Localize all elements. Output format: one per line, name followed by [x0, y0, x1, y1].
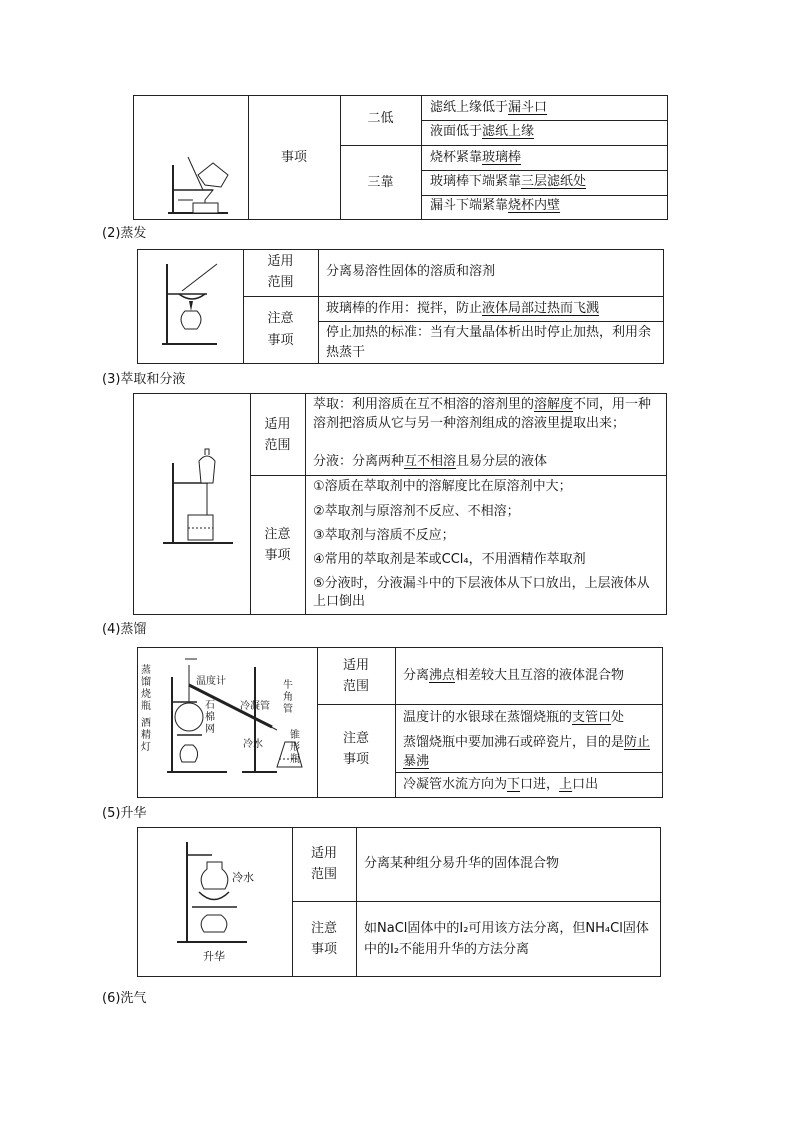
sublimation-note-label: 注意 事项: [310, 921, 337, 957]
filtration-group-three-touch: 三靠: [367, 175, 394, 190]
distillation-note-2: 蒸馏烧瓶中要加沸石或碎瓷片，目的是防止暴沸: [403, 735, 651, 769]
evaporation-note-2: 停止加热的标准：当有大量晶体析出时停止加热，利用余热蒸干: [326, 325, 652, 360]
section-heading-gas-washing: (6)洗气: [102, 991, 147, 1006]
extraction-figure: [133, 393, 250, 615]
section-heading-extraction: (3)萃取和分液: [102, 372, 186, 387]
extraction-note: ④常用的萃取剂是苯或CCl₄，不用酒精作萃取剂: [313, 552, 586, 567]
extraction-note: ③萃取剂与溶质不反应；: [313, 528, 455, 543]
filtration-row-label: 事项: [280, 150, 307, 165]
filtration-figure: [133, 95, 248, 220]
distillation-label-conical: 锥形瓶: [290, 730, 300, 765]
extraction-scope-separation: 分液：分离两种互不相溶且易分层的液体: [313, 454, 548, 469]
distillation-label-asbestos: 石棉网: [205, 700, 215, 735]
distillation-figure: [137, 647, 317, 798]
distillation-label-lamp: 酒精灯: [141, 718, 151, 753]
filtration-item: 漏斗下端紧靠烧杯内壁: [430, 198, 561, 213]
filtration-item: 玻璃棒下端紧靠三层滤纸处: [430, 174, 587, 189]
filtration-item: 烧杯紧靠玻璃棒: [430, 150, 522, 165]
section-heading-distillation: (4)蒸馏: [102, 622, 147, 637]
distillation-note-1: 温度计的水银球在蒸馏烧瓶的支管口处: [403, 710, 625, 725]
evaporation-scope-label: 适用 范围: [267, 254, 294, 290]
distillation-label-flask: 蒸馏烧瓶: [141, 665, 151, 712]
evaporation-note-label: 注意 事项: [267, 311, 294, 348]
evaporation-note-1: 玻璃棒的作用：搅拌，防止液体局部过热而飞溅: [326, 301, 600, 316]
sublimation-label-caption: 升华: [203, 950, 225, 963]
sublimation-note-text: 如NaCl固体中的I₂可用该方法分离，但NH₄Cl固体中的I₂不能用升华的方法分离: [364, 921, 649, 957]
extraction-scope-extract: 萃取：利用溶质在互不相溶的溶剂里的溶解度不同，用一种溶剂把溶质从它与另一种溶剂组成的溶液里提取出来；: [313, 397, 652, 431]
distillation-label-condenser: 冷凝管: [240, 701, 270, 712]
filtration-group-two-low: 二低: [367, 111, 394, 126]
evaporation-figure: [137, 249, 243, 364]
distillation-note-3: 冷凝管水流方向为下口进，上口出: [403, 777, 599, 792]
extraction-note-label: 注意 事项: [264, 527, 291, 563]
extraction-scope-label: 适用 范围: [264, 417, 291, 453]
extraction-note: ①溶质在萃取剂中的溶解度比在原溶剂中大；: [313, 479, 572, 494]
filtration-item: 滤纸上缘低于漏斗口: [430, 100, 548, 115]
distillation-label-adapter: 牛角管: [283, 680, 293, 715]
distillation-scope-text: 分离沸点相差较大且互溶的液体混合物: [403, 668, 625, 683]
sublimation-scope-label: 适用 范围: [310, 846, 337, 882]
extraction-note: ②萃取剂与原溶剂不反应、不相溶；: [313, 504, 520, 519]
section-heading-evaporation: (2)蒸发: [102, 226, 147, 241]
sublimation-label-coldwater: 冷水: [232, 871, 254, 884]
section-heading-sublimation: (5)升华: [102, 806, 147, 821]
distillation-label-thermometer: 温度计: [196, 676, 226, 687]
distillation-label-coldwater: 冷水: [243, 739, 263, 750]
filtration-item: 液面低于滤纸上缘: [430, 124, 535, 139]
distillation-scope-label: 适用 范围: [342, 658, 369, 694]
evaporation-scope-text: 分离易溶性固体的溶质和溶剂: [326, 264, 496, 279]
distillation-note-label: 注意 事项: [342, 731, 369, 767]
sublimation-scope-text: 分离某种组分易升华的固体混合物: [364, 856, 560, 871]
extraction-note: ⑤分液时，分液漏斗中的下层液体从下口放出，上层液体从上口倒出: [313, 576, 650, 609]
